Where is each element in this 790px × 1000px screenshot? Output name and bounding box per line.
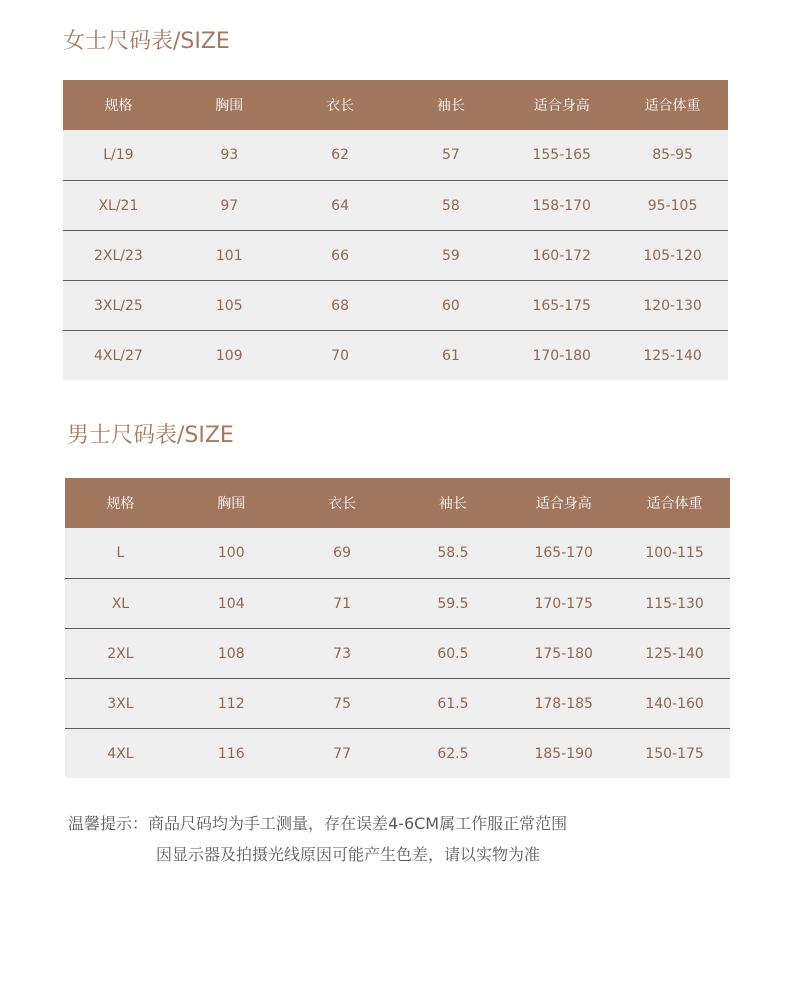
cell-length: 70: [285, 331, 396, 381]
cell-height: 185-190: [508, 729, 619, 779]
cell-size: XL: [65, 579, 176, 629]
cell-height: 175-180: [508, 629, 619, 679]
cell-size: L: [65, 528, 176, 579]
cell-height: 155-165: [506, 130, 617, 181]
cell-weight: 105-120: [617, 231, 728, 281]
cell-size: 2XL: [65, 629, 176, 679]
cell-length: 62: [285, 130, 396, 181]
table-row: [63, 231, 728, 281]
table-row: [63, 181, 728, 231]
cell-size: XL/21: [63, 181, 174, 231]
women-size-title: 女士尺码表/SIZE: [63, 29, 230, 54]
women-size-table: [63, 80, 728, 380]
table-row: [63, 281, 728, 331]
warm-tip-line-1: 温馨提示：商品尺码均为手工测量，存在误差4-6CM属工作服正常范围: [68, 814, 568, 833]
cell-length: 66: [285, 231, 396, 281]
cell-weight: 125-140: [617, 331, 728, 381]
col-header-size: 规格: [63, 80, 174, 130]
col-header-size: 规格: [65, 478, 176, 528]
cell-sleeve: 60.5: [397, 629, 508, 679]
table-header-row: [63, 80, 728, 130]
table-row: [65, 528, 730, 579]
cell-length: 64: [285, 181, 396, 231]
cell-height: 178-185: [508, 679, 619, 729]
cell-sleeve: 58: [395, 181, 506, 231]
cell-sleeve: 59: [395, 231, 506, 281]
table-row: [65, 679, 730, 729]
cell-length: 73: [287, 629, 398, 679]
cell-weight: 150-175: [619, 729, 730, 779]
cell-height: 170-175: [508, 579, 619, 629]
cell-size: L/19: [63, 130, 174, 181]
cell-size: 3XL: [65, 679, 176, 729]
cell-chest: 100: [176, 528, 287, 579]
table-header-row: [65, 478, 730, 528]
table-row: [65, 729, 730, 779]
cell-sleeve: 62.5: [397, 729, 508, 779]
col-header-chest: 胸围: [176, 478, 287, 528]
cell-size: 3XL/25: [63, 281, 174, 331]
cell-length: 75: [287, 679, 398, 729]
table-row: [63, 130, 728, 181]
cell-weight: 120-130: [617, 281, 728, 331]
men-size-title: 男士尺码表/SIZE: [67, 423, 234, 448]
cell-chest: 105: [174, 281, 285, 331]
cell-chest: 108: [176, 629, 287, 679]
cell-sleeve: 61.5: [397, 679, 508, 729]
col-header-height: 适合身高: [506, 80, 617, 130]
cell-size: 2XL/23: [63, 231, 174, 281]
col-header-height: 适合身高: [508, 478, 619, 528]
cell-height: 165-175: [506, 281, 617, 331]
cell-chest: 109: [174, 331, 285, 381]
col-header-length: 衣长: [287, 478, 398, 528]
col-header-chest: 胸围: [174, 80, 285, 130]
cell-height: 165-170: [508, 528, 619, 579]
cell-chest: 101: [174, 231, 285, 281]
cell-height: 170-180: [506, 331, 617, 381]
cell-height: 158-170: [506, 181, 617, 231]
warm-tip-line-2: 因显示器及拍摄光线原因可能产生色差，请以实物为准: [156, 845, 541, 864]
cell-chest: 97: [174, 181, 285, 231]
cell-sleeve: 61: [395, 331, 506, 381]
table-row: [65, 579, 730, 629]
cell-sleeve: 59.5: [397, 579, 508, 629]
cell-chest: 93: [174, 130, 285, 181]
col-header-weight: 适合体重: [619, 478, 730, 528]
cell-sleeve: 60: [395, 281, 506, 331]
men-size-table: [65, 478, 730, 778]
cell-sleeve: 57: [395, 130, 506, 181]
col-header-sleeve: 袖长: [395, 80, 506, 130]
col-header-length: 衣长: [285, 80, 396, 130]
cell-weight: 100-115: [619, 528, 730, 579]
cell-chest: 104: [176, 579, 287, 629]
cell-size: 4XL: [65, 729, 176, 779]
table-row: [63, 331, 728, 381]
cell-length: 71: [287, 579, 398, 629]
cell-chest: 112: [176, 679, 287, 729]
cell-weight: 115-130: [619, 579, 730, 629]
table-row: [65, 629, 730, 679]
cell-weight: 95-105: [617, 181, 728, 231]
cell-weight: 125-140: [619, 629, 730, 679]
cell-weight: 140-160: [619, 679, 730, 729]
cell-weight: 85-95: [617, 130, 728, 181]
cell-length: 77: [287, 729, 398, 779]
cell-chest: 116: [176, 729, 287, 779]
cell-length: 69: [287, 528, 398, 579]
col-header-weight: 适合体重: [617, 80, 728, 130]
cell-height: 160-172: [506, 231, 617, 281]
warm-tips: [68, 808, 567, 870]
cell-size: 4XL/27: [63, 331, 174, 381]
cell-length: 68: [285, 281, 396, 331]
col-header-sleeve: 袖长: [397, 478, 508, 528]
cell-sleeve: 58.5: [397, 528, 508, 579]
